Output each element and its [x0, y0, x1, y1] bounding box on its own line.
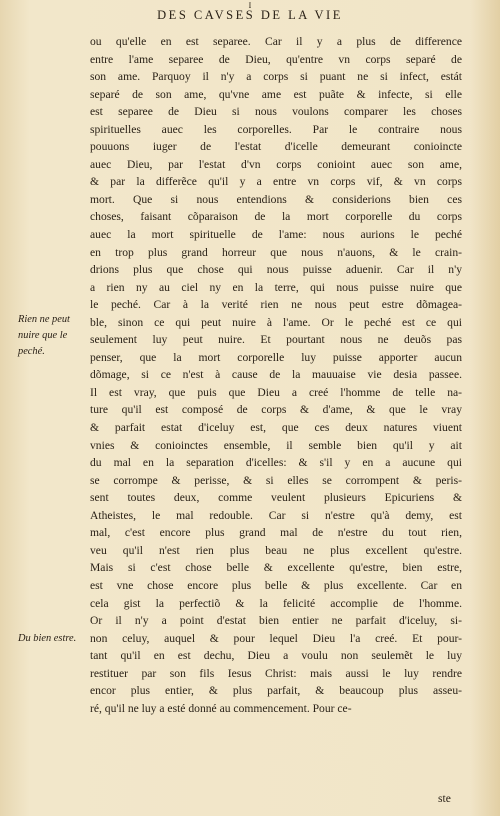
text-line: restituer par son fils Iesus Christ: mais aussi le luy rendre — [90, 666, 462, 680]
text-line: spirituelles auec les corporelles. Par le contraire nous — [90, 122, 462, 136]
text-line: penser, que la mort corporelle luy puisse apporter aucun — [90, 350, 462, 364]
text-line: du mal en la separation d'icelles: & s'il y en a aucune qui — [90, 456, 462, 470]
text-line: a rien ny au ciel ny en la terre, qui nous puisse nuire que — [90, 280, 462, 294]
text-line: sent toutes deux, comme veulent plusieurs Epicuriens & — [90, 491, 462, 505]
folio-number: I — [248, 1, 252, 10]
text-line: vnies & conioinctes ensemble, il semble bien qu'il y ait — [90, 438, 462, 452]
text-line: ré, qu'il ne luy a esté donné au commencement. Pour ce- — [90, 701, 352, 715]
text-line: en trop plus grand horreur que nous n'auons, & le crain- — [90, 245, 462, 259]
text-line: est separee de Dieu si nous voulons comparer les choses — [90, 105, 462, 119]
text-line: encor plus entier, & plus parfait, & beaucoup plus asseu- — [90, 684, 462, 698]
text-line: auec la mort spirituelle de l'ame: nous aurions le peché — [90, 228, 462, 242]
text-line: entre l'ame separee de Dieu, qu'entre vn corps separé de — [90, 52, 462, 66]
text-line: mort. Que si nous entendions & considerions bien ces — [90, 192, 462, 206]
text-line: & par la differẽce qu'il y a entre vn corps vif, & vn corps — [90, 175, 462, 189]
text-line: mal, c'est encore plus grand mal de n'estre du tout rien, — [90, 526, 462, 540]
text-line: ou qu'elle en est separee. Car il y a plus de difference — [90, 35, 462, 48]
text-line: cela gist la perfectiõ & la felicité accomplie de l'homme. — [90, 596, 462, 610]
text-line: pouuons iuger de l'estat d'icelle demeurant conioincte — [90, 140, 462, 154]
catchword: ste — [438, 792, 451, 805]
text-line: dõmage, si ce n'est à cause de la mauuaise vie desia passee. — [90, 368, 462, 382]
text-line: Or il n'y a point d'estat bien entier ne parfait d'iceluy, si- — [90, 614, 462, 628]
text-line: ture qu'il est composé de corps & d'ame, & que le vray — [90, 403, 462, 417]
text-line: veu qu'il n'est rien plus beau ne plus excellent qu'estre. — [90, 543, 462, 557]
margin-note-du-bien-estre: Du bien estre. — [18, 633, 77, 644]
body-text — [90, 33, 462, 717]
text-line: tant qu'il en est dechu, Dieu a voulu non seulemẽt le luy — [90, 649, 462, 663]
text-line: auec Dieu, par l'estat d'vn corps conioint auec son ame, — [90, 157, 462, 171]
text-line: son ame. Parquoy il n'y a corps si puant ne si infect, estát — [90, 70, 462, 84]
text-line: separé de son ame, qu'vne ame est puãte & infecte, si elle — [90, 87, 462, 101]
text-line: Atheistes, le mal redouble. Car si n'estre qu'à demy, est — [90, 508, 462, 522]
text-line: & parfait estat d'iceluy est, que ces deux natures viuent — [90, 421, 462, 435]
text-line: le peché. Car à la verité rien ne nous peut estre dõmagea- — [90, 298, 462, 312]
text-line: choses, faisant cõparaison de la mort corporelle du corps — [90, 210, 462, 224]
text-line: Mais si c'est chose belle & excellente qu'estre, bien estre, — [90, 561, 462, 575]
running-head: DES CAVSES DE LA VIE — [157, 8, 343, 22]
text-line: est vne chose encore plus belle & plus excellente. Car en — [90, 578, 462, 592]
text-line: drions plus que chose qui nous puisse aduenir. Car il n'y — [90, 263, 462, 277]
text-line: seulement luy peut nuire. Et pourtant nous ne deuõs pas — [90, 333, 462, 347]
text-line: non celuy, auquel & pour lequel Dieu l'a creé. Et pour- — [90, 631, 462, 645]
margin-note-rien-ne-peut-nuire: Rien ne peut nuire que le peché. — [18, 314, 70, 357]
text-line: Il est vray, que puis que Dieu a creé l'homme de telle na- — [90, 385, 462, 399]
text-line: ble, sinon ce qui peut nuire à l'ame. Or le peché est ce qui — [90, 315, 462, 329]
text-line: se corrompe & perisse, & si elles se corrompent & peris- — [90, 473, 462, 487]
